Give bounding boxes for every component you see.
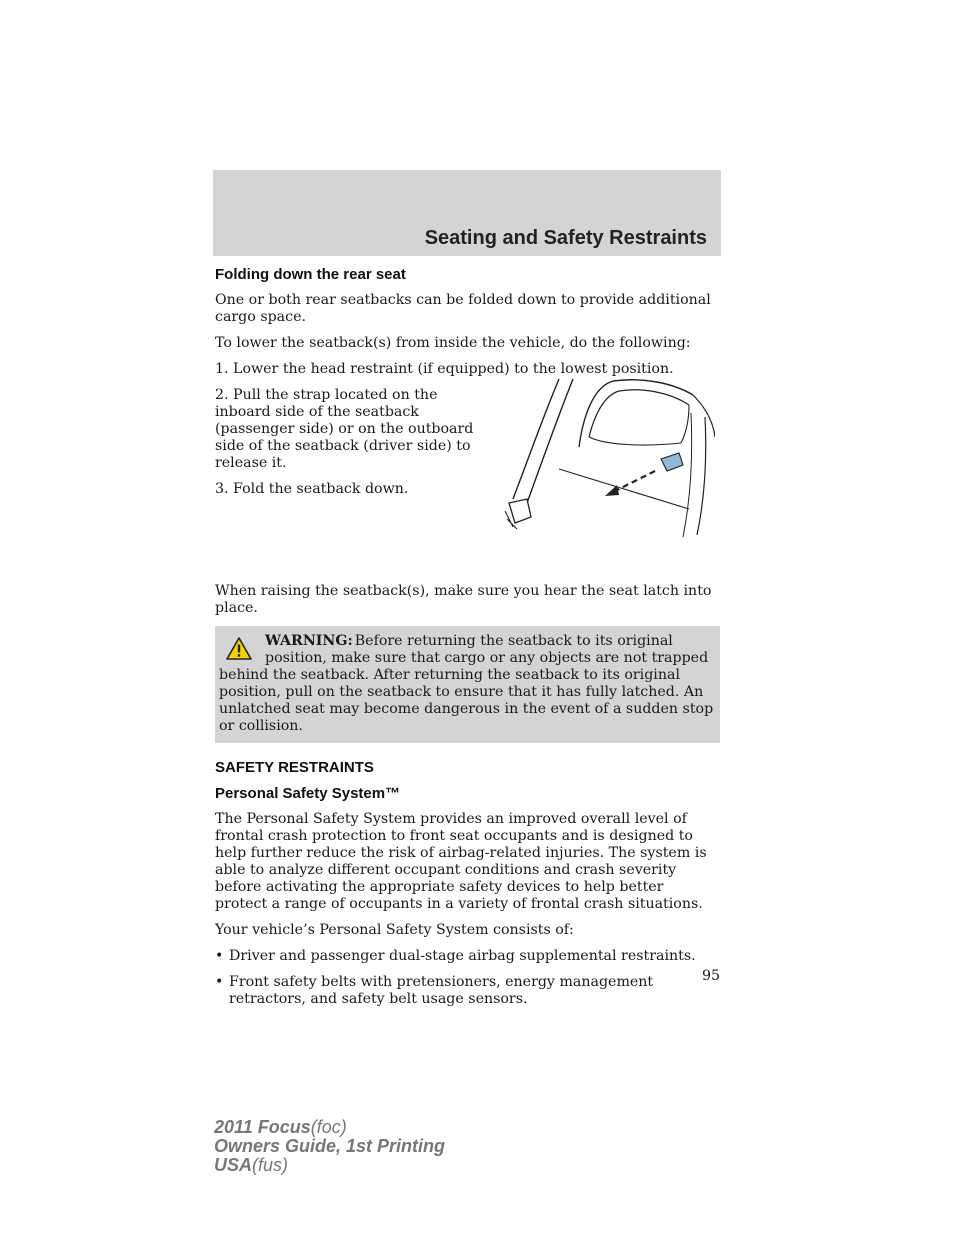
step-figure-block: [215, 387, 720, 577]
print-footer: 2011 Focus(foc) Owners Guide, 1st Printing USA(fus): [214, 1117, 446, 1175]
page-number: 95: [701, 968, 720, 984]
warning-triangle-icon: [225, 636, 253, 661]
warning-text-rest: behind the seatback. After returning the seatback to its original position, pull on the seatback to ensure that it has fully latched. An unlatched seat may become dangerous in the event of a sudden stop or collision.: [219, 667, 714, 734]
list-item: • Driver and passenger dual-stage airbag supplemental restraints.: [215, 948, 696, 964]
personal-safety-system-heading: Personal Safety System™: [215, 785, 401, 802]
seatback-release-strap-illustration: [493, 377, 715, 539]
lower-intro: To lower the seatback(s) from inside the vehicle, do the following:: [215, 335, 691, 351]
step-2: 2. Pull the strap located on the inboard side of the seatback (passenger side) or on the outboard side of the seatback (driver side) to release it.: [215, 387, 474, 471]
step-1: 1. Lower the head restraint (if equipped) to the lowest position.: [215, 361, 674, 377]
folding-heading: Folding down the rear seat: [215, 266, 406, 283]
page-content: [215, 266, 720, 1017]
list-item: • Front safety belts with pretensioners, energy management retractors, and safety belt usage sensors.: [215, 974, 654, 1007]
warning-label: WARNING:: [265, 633, 353, 649]
bullet-icon: •: [215, 974, 224, 990]
step-3: 3. Fold the seatback down.: [215, 481, 409, 497]
warning-text-first: Before returning the seatback to its original position, make sure that cargo or any objects are not trapped: [265, 633, 709, 666]
bullet-icon: •: [215, 948, 224, 964]
raising-note: When raising the seatback(s), make sure you hear the seat latch into place.: [215, 583, 712, 616]
section-title: Seating and Safety Restraints: [424, 227, 707, 249]
pss-description: The Personal Safety System provides an improved overall level of frontal crash protection to front seat occupants and is designed to help further reduce the risk of airbag-related injuries. The system is able to analyze different occupant conditions and crash severity before activating the appropriate safety devices to help better protect a range of occupants in a variety of frontal crash situations.: [215, 811, 707, 912]
section-header: [213, 170, 721, 256]
folding-intro: One or both rear seatbacks can be folded down to provide additional cargo space.: [215, 292, 711, 325]
warning-box: [215, 626, 720, 743]
safety-restraints-heading: SAFETY RESTRAINTS: [215, 759, 374, 776]
pss-consists-of: Your vehicle’s Personal Safety System consists of:: [215, 922, 574, 938]
